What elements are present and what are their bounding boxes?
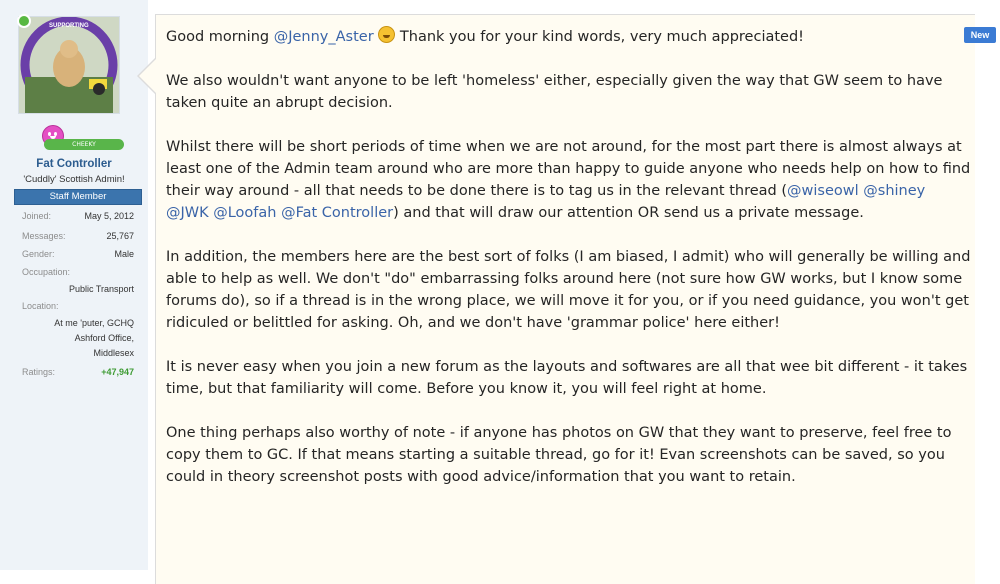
text-segment: Whilst there will be short periods of time when we are not around, for the most part there is almost always at least one of the Admin team around who are more than happy to guide anyone who needs help on how to find their way around - all that needs to be done there is to tag us in the relevant thread ( (166, 139, 971, 199)
text-segment: Thank you for your kind words, very much appreciated! (395, 29, 804, 45)
location-line-2: Ashford Office, (74, 333, 134, 343)
location-line-1: At me 'puter, GCHQ (54, 318, 134, 328)
mention-link[interactable]: @Jenny_Aster (273, 29, 374, 45)
mood-label: CHEEKY (44, 139, 124, 150)
stat-label: Location: (22, 301, 59, 311)
stat-label: Joined: (22, 211, 52, 221)
stat-occupation-value: Public Transport (68, 284, 134, 294)
avatar-label: SUPPORTING (49, 23, 89, 29)
stat-value: May 5, 2012 (84, 211, 134, 221)
stat-joined (22, 211, 134, 225)
text-segment: Good morning (166, 29, 274, 45)
stat-value: Male (114, 249, 134, 259)
user-title: 'Cuddly' Scottish Admin! (23, 174, 125, 185)
paragraph-2: We also wouldn't want anyone to be left 'homeless' either, especially given the way that GW seem to have taken quite an abrupt decision. (166, 73, 943, 111)
online-status-icon (17, 14, 31, 28)
stat-label: Messages: (22, 231, 66, 241)
stat-label: Gender: (22, 249, 55, 259)
stat-label: Ratings: (22, 367, 56, 377)
text-segment: ) and that will draw our attention OR send us a private message. (393, 205, 864, 221)
paragraph-5: It is never easy when you join a new forum as the layouts and softwares are all that wee bit different - it takes time, but that familiarity will come. Before you know it, you will feel right at home. (166, 359, 968, 397)
user-avatar[interactable] (18, 16, 120, 114)
stat-occupation (22, 267, 134, 281)
stat-gender (22, 249, 134, 263)
paragraph-6: One thing perhaps also worthy of note - if anyone has photos on GW that they want to preserve, feel free to copy them to GC. If that means starting a suitable thread, go for it! Evan screenshots can be saved, so you could in theory screenshot posts with good advice/information that you want to retain. (166, 425, 952, 485)
mention-links[interactable]: @wiseowl @shiney @JWK @Loofah @Fat Controller (166, 183, 926, 221)
smile-emoji-icon (378, 26, 395, 43)
new-post-badge: New (964, 27, 996, 43)
stat-messages (22, 231, 134, 245)
location-line-3: Middlesex (93, 348, 134, 358)
stat-ratings (22, 367, 134, 381)
paragraph-4: In addition, the members here are the best sort of folks (I am biased, I admit) who will generally be willing and able to help as well. We don't "do" embarrassing folks around here (not sure how GW works, but I know some forums do), so if a thread is in the wrong place, we will move it for you, or if you need guidance, you won't get ridiculed or belittled for asking. Oh, and we don't have 'grammar police' here either! (166, 249, 971, 331)
stat-value: +47,947 (101, 367, 134, 377)
user-info-panel (0, 0, 148, 570)
stat-label: Occupation: (22, 267, 71, 277)
stat-location (22, 301, 134, 315)
username-link[interactable]: Fat Controller (36, 158, 112, 170)
staff-member-banner: Staff Member (14, 189, 142, 205)
paragraph-3 (166, 136, 972, 224)
bubble-arrow-fill (139, 59, 156, 93)
paragraph-1 (166, 26, 972, 48)
post-body (166, 26, 972, 510)
stat-value[interactable]: 25,767 (106, 231, 134, 241)
